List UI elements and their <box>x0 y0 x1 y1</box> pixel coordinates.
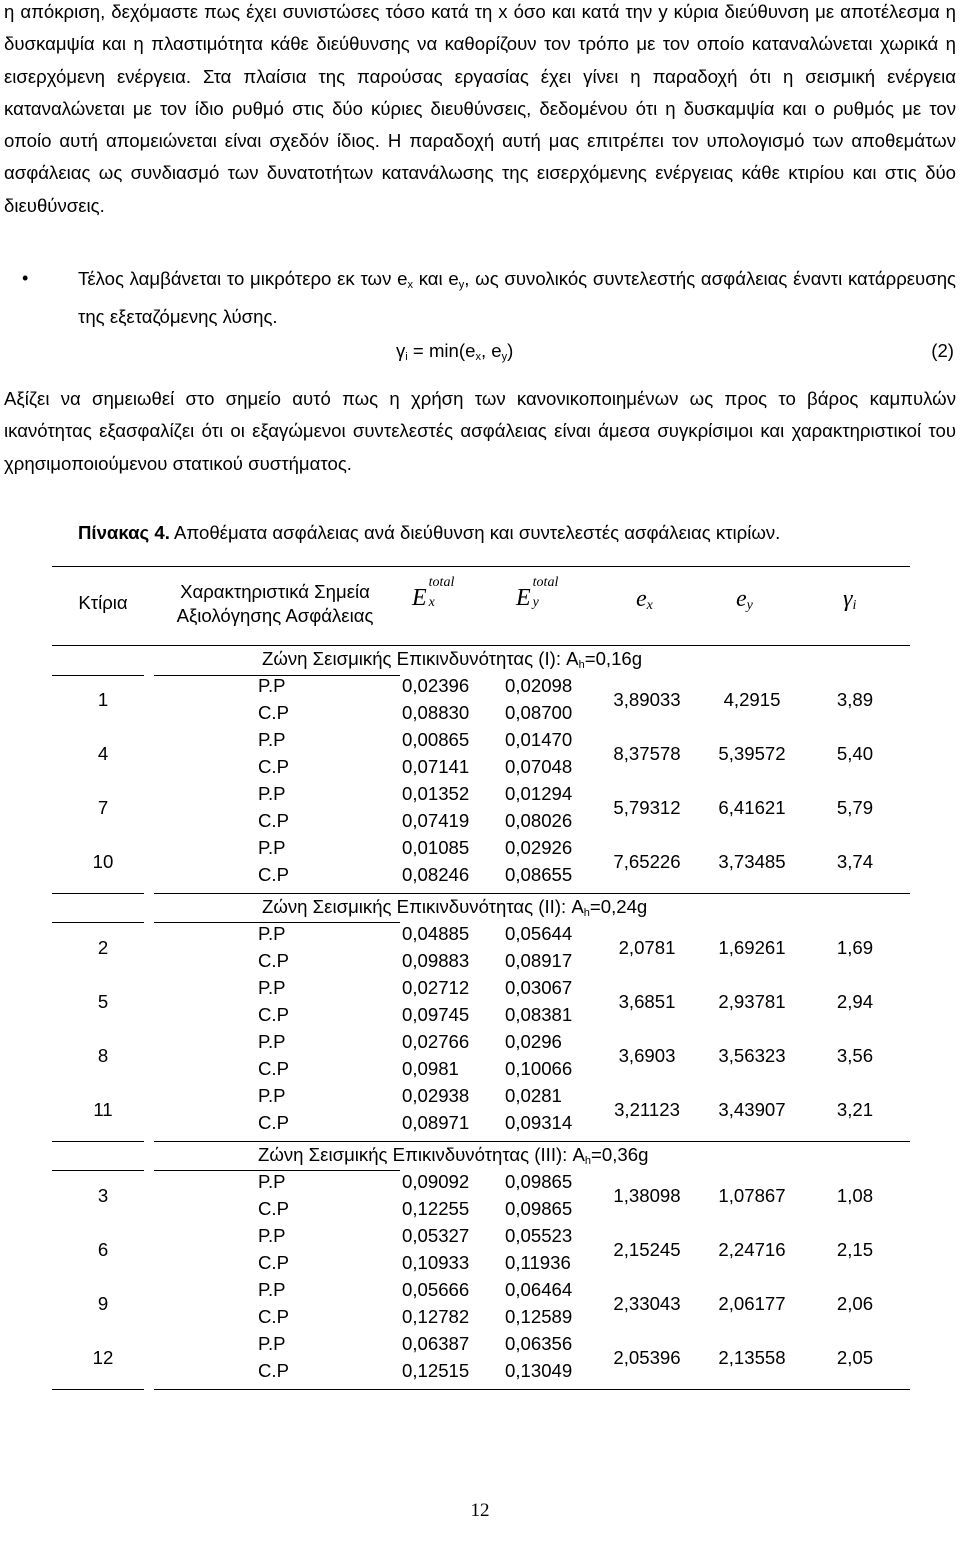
ey-total-cp: 0,08917 <box>505 950 573 971</box>
table-rule <box>154 893 910 894</box>
header-ey <box>736 586 776 614</box>
ex-value: 3,6851 <box>618 991 676 1012</box>
bullet-text <box>78 263 956 334</box>
ex-total-pp: 0,02766 <box>402 1031 470 1052</box>
building-number: 2 <box>97 937 109 958</box>
ex-value: 3,21123 <box>614 1099 680 1120</box>
table-rule <box>52 1389 144 1390</box>
ex-value: 7,65226 <box>613 851 681 872</box>
building-number: 11 <box>93 1099 113 1120</box>
bullet-marker: • <box>22 268 29 288</box>
ey-total-pp: 0,02098 <box>505 675 573 696</box>
header-ey-total <box>516 575 586 612</box>
table-rule <box>154 1141 910 1142</box>
ey-total-pp: 0,0281 <box>505 1085 562 1106</box>
gamma-value: 1,69 <box>836 937 874 958</box>
header-ex-sub: x <box>646 598 653 613</box>
equation-close: ) <box>507 340 514 361</box>
header-evaluation-points-line2: Αξιολόγησης Ασφάλειας <box>176 605 374 626</box>
ex-value: 3,6903 <box>618 1045 676 1066</box>
header-ey-symbol: e <box>736 586 747 612</box>
point-label-cp: C.P <box>258 1360 289 1381</box>
ex-total-cp: 0,12515 <box>402 1360 470 1381</box>
point-label-cp: C.P <box>258 1112 289 1133</box>
zone-title-text: Ζώνη Σεισμικής Επικινδυνότητας (ΙΙ): A <box>262 896 584 917</box>
point-label-cp: C.P <box>258 810 289 831</box>
bullet-text-mid: και e <box>412 268 459 289</box>
ey-total-pp: 0,05523 <box>505 1225 573 1246</box>
table-top-rule <box>52 566 910 567</box>
ex-total-pp: 0,02712 <box>402 977 470 998</box>
point-label-cp: C.P <box>258 1058 289 1079</box>
ey-value: 1,69261 <box>718 937 786 958</box>
zone-title-sub: h <box>578 659 585 671</box>
table-rule <box>154 1170 400 1171</box>
point-label-pp: P.P <box>258 837 286 858</box>
equation-number: (2) <box>931 340 954 361</box>
ex-total-pp: 0,00865 <box>402 729 470 750</box>
ex-value: 2,15245 <box>613 1239 681 1260</box>
body-paragraph-1: η απόκριση, δεχόμαστε πως έχει συνιστώσες τόσο κατά τη x όσο και κατά την y κύρια διεύθυνση με αποτέλεσμα η δυσκαμψία και η πλαστιμότητα κάθε διεύθυνσης να καθορίζουν τον τρόπο με τον οποίο καταναλώνεται χωρικά η εισερχόμενη ενέργεια. Στα πλαίσια της παρούσας εργασίας έχει γίνει η παραδοχή ότι η σεισμική ενέργεια καταναλώνεται με τον ίδιο ρυθμό στις δύο κύριες διευθύνσεις, δεδομένου ότι η δυσκαμψία και ο ρυθμός με τον οποίο αυτή απομειώνεται είναι σχεδόν ίδιος. Η παραδοχή αυτή μας επιτρέπει τον υπολογισμό των αποθεμάτων ασφάλειας ως συνδιασμό των δυνατοτήτων κατανάλωσης της εισερχόμενης ενέργειας κάθε κτιρίου και στις δύο διευθύνσεις. <box>4 1 956 216</box>
zone-title-text: Ζώνη Σεισμικής Επικινδυνότητας (Ι): A <box>262 648 579 669</box>
page-number: 12 <box>470 1500 490 1521</box>
equation-min: = min(e <box>407 340 476 361</box>
building-number: 7 <box>97 797 109 818</box>
table-header-rule <box>52 645 910 646</box>
ex-total-cp: 0,07141 <box>402 756 470 777</box>
ey-total-pp: 0,0296 <box>505 1031 562 1052</box>
header-buildings: Κτίρια <box>78 592 128 613</box>
ex-value: 2,05396 <box>613 1347 681 1368</box>
ey-value: 5,39572 <box>718 743 786 764</box>
ex-value: 8,37578 <box>613 743 681 764</box>
bullet-text-after: , ως συνολικός συντελεστής ασφάλειας έναντι κατάρρευσης της εξεταζόμενης λύσης. <box>78 268 957 328</box>
gamma-value: 3,21 <box>836 1099 874 1120</box>
building-number: 3 <box>97 1185 109 1206</box>
gamma-value: 2,94 <box>836 991 874 1012</box>
point-label-pp: P.P <box>258 675 286 696</box>
zone-title-sub: h <box>584 1155 592 1167</box>
gamma-value: 5,79 <box>836 797 874 818</box>
header-evaluation-points-line1: Χαρακτηριστικά Σημεία <box>180 581 370 602</box>
gamma-value: 2,06 <box>836 1293 874 1314</box>
ey-total-cp: 0,07048 <box>505 756 573 777</box>
gamma-value: 2,05 <box>836 1347 874 1368</box>
ey-total-pp: 0,01470 <box>505 729 573 750</box>
point-label-pp: P.P <box>258 1085 286 1106</box>
header-ey-total-sup: total <box>532 575 559 590</box>
ey-total-cp: 0,08655 <box>505 864 573 885</box>
ex-total-pp: 0,09092 <box>402 1171 470 1192</box>
header-ey-total-symbol: E <box>516 585 531 611</box>
ex-total-cp: 0,07419 <box>402 810 470 831</box>
point-label-cp: C.P <box>258 1004 289 1025</box>
point-label-pp: P.P <box>258 1031 286 1052</box>
point-label-cp: C.P <box>258 1198 289 1219</box>
bullet-sub-x: x <box>407 279 413 291</box>
building-number: 5 <box>97 991 109 1012</box>
header-ex-symbol: e <box>636 586 647 612</box>
ex-total-cp: 0,08246 <box>402 864 470 885</box>
ex-total-cp: 0,10933 <box>402 1252 470 1273</box>
header-ex <box>636 586 676 614</box>
point-label-cp: C.P <box>258 1252 289 1273</box>
ex-total-cp: 0,09745 <box>402 1004 470 1025</box>
ey-value: 1,07867 <box>718 1185 786 1206</box>
ex-total-pp: 0,05666 <box>402 1279 470 1300</box>
zone-title-text: Ζώνη Σεισμικής Επικινδυνότητας (ΙΙΙ): A <box>258 1144 585 1165</box>
table-rule <box>52 1170 144 1171</box>
header-ex-total-sub: x <box>428 595 435 610</box>
ey-value: 2,24716 <box>718 1239 786 1260</box>
equation-sub-y: y <box>501 351 508 363</box>
ex-total-cp: 0,08830 <box>402 702 470 723</box>
table-caption-text: Αποθέματα ασφάλειας ανά διεύθυνση και συντελεστές ασφάλειας κτιρίων. <box>169 522 781 543</box>
ey-value: 2,06177 <box>718 1293 786 1314</box>
gamma-value: 2,15 <box>836 1239 874 1260</box>
ex-total-pp: 0,02396 <box>402 675 470 696</box>
header-gamma-symbol: γ <box>843 586 853 612</box>
zone-title-end: =0,24g <box>589 896 648 917</box>
ex-total-cp: 0,12255 <box>402 1198 470 1219</box>
ey-total-pp: 0,03067 <box>505 977 573 998</box>
building-number: 10 <box>92 851 114 872</box>
header-ey-total-sub: y <box>532 595 539 610</box>
gamma-value: 3,56 <box>836 1045 874 1066</box>
building-number: 12 <box>92 1347 114 1368</box>
point-label-cp: C.P <box>258 950 289 971</box>
ex-total-cp: 0,0981 <box>402 1058 459 1079</box>
building-number: 1 <box>97 689 109 710</box>
ex-value: 5,79312 <box>613 797 681 818</box>
equation-formula <box>396 340 513 363</box>
point-label-cp: C.P <box>258 864 289 885</box>
ex-total-cp: 0,09883 <box>402 950 470 971</box>
ey-total-cp: 0,08381 <box>505 1004 573 1025</box>
point-label-pp: P.P <box>258 729 286 750</box>
point-label-pp: P.P <box>258 1279 286 1300</box>
equation-2 <box>0 340 960 372</box>
ey-total-cp: 0,09314 <box>505 1112 573 1133</box>
point-label-cp: C.P <box>258 1306 289 1327</box>
ey-total-pp: 0,01294 <box>505 783 573 804</box>
ey-value: 3,56323 <box>718 1045 786 1066</box>
ey-total-cp: 0,09865 <box>505 1198 573 1219</box>
header-gamma-sub: i <box>852 598 857 613</box>
bullet-sub-y: y <box>458 279 465 291</box>
ey-value: 2,13558 <box>718 1347 786 1368</box>
point-label-pp: P.P <box>258 1171 286 1192</box>
header-ex-total <box>412 575 482 612</box>
ex-total-pp: 0,05327 <box>402 1225 470 1246</box>
table-rule <box>154 922 400 923</box>
table-rule <box>154 1389 910 1390</box>
building-number: 6 <box>97 1239 109 1260</box>
ex-total-pp: 0,06387 <box>402 1333 470 1354</box>
table-rule <box>52 893 144 894</box>
gamma-value: 3,74 <box>836 851 874 872</box>
zone-title <box>262 648 642 671</box>
table-rule <box>154 675 400 676</box>
gamma-value: 5,40 <box>836 743 874 764</box>
bullet-text-before: Τέλος λαμβάνεται το μικρότερο εκ των e <box>78 268 408 289</box>
point-label-pp: P.P <box>258 923 286 944</box>
ey-total-cp: 0,10066 <box>505 1058 573 1079</box>
ex-total-pp: 0,01352 <box>402 783 470 804</box>
ey-total-cp: 0,13049 <box>505 1360 573 1381</box>
zone-title-end: =0,36g <box>591 1144 649 1165</box>
building-number: 4 <box>97 743 109 764</box>
point-label-pp: P.P <box>258 977 286 998</box>
point-label-cp: C.P <box>258 702 289 723</box>
header-ex-total-sup: total <box>428 575 455 590</box>
gamma-value: 3,89 <box>836 689 874 710</box>
ex-value: 3,89033 <box>613 689 681 710</box>
equation-sub-x: x <box>475 351 481 363</box>
header-ex-total-symbol: E <box>412 585 427 611</box>
ey-total-cp: 0,11936 <box>505 1252 571 1273</box>
header-gamma <box>843 586 883 614</box>
table-rule <box>52 1141 144 1142</box>
building-number: 8 <box>97 1045 109 1066</box>
ex-total-cp: 0,12782 <box>402 1306 470 1327</box>
ey-total-cp: 0,08026 <box>505 810 573 831</box>
point-label-pp: P.P <box>258 1225 286 1246</box>
table-rule <box>52 675 144 676</box>
ex-value: 2,0781 <box>618 937 676 958</box>
point-label-pp: P.P <box>258 1333 286 1354</box>
equation-comma: , e <box>480 340 502 361</box>
ex-total-pp: 0,01085 <box>402 837 470 858</box>
ex-value: 2,33043 <box>613 1293 681 1314</box>
header-ey-sub: y <box>746 598 753 613</box>
ey-value: 3,73485 <box>718 851 786 872</box>
gamma-value: 1,08 <box>836 1185 874 1206</box>
table-rule <box>52 922 144 923</box>
ey-total-pp: 0,09865 <box>505 1171 573 1192</box>
zone-title-sub: h <box>583 907 590 919</box>
table-caption <box>78 522 780 544</box>
zone-title-end: =0,16g <box>584 648 643 669</box>
zone-title <box>258 1144 648 1167</box>
ey-value: 4,2915 <box>723 689 781 710</box>
ey-total-cp: 0,12589 <box>505 1306 573 1327</box>
body-paragraph-2: Αξίζει να σημειωθεί στο σημείο αυτό πως η χρήση των κανονικοποιημένων ως προς το βάρος καμπυλών ικανότητας εξασφαλίζει ότι οι εξαγώμενοι συντελεστές ασφάλειας είναι άμεσα συγκρίσιμοι και χαρακτηριστικοί του χρησιμοποιούμενου στατικού συστήματος. <box>4 388 956 474</box>
ey-value: 2,93781 <box>718 991 786 1012</box>
ex-total-cp: 0,08971 <box>402 1112 470 1133</box>
ey-total-pp: 0,06464 <box>505 1279 573 1300</box>
ex-total-pp: 0,04885 <box>402 923 470 944</box>
ex-value: 1,38098 <box>613 1185 681 1206</box>
building-number: 9 <box>97 1293 109 1314</box>
equation-lhs: γ <box>396 340 406 361</box>
ey-total-cp: 0,08700 <box>505 702 573 723</box>
ey-value: 3,43907 <box>718 1099 786 1120</box>
point-label-pp: P.P <box>258 783 286 804</box>
equation-lhs-sub: i <box>405 351 408 363</box>
ey-total-pp: 0,06356 <box>505 1333 573 1354</box>
ey-value: 6,41621 <box>718 797 786 818</box>
table-caption-label: Πίνακας 4. <box>78 522 170 543</box>
ex-total-pp: 0,02938 <box>402 1085 470 1106</box>
header-evaluation-points <box>150 580 400 628</box>
ey-total-pp: 0,02926 <box>505 837 573 858</box>
point-label-cp: C.P <box>258 756 289 777</box>
zone-title <box>262 896 647 919</box>
ey-total-pp: 0,05644 <box>505 923 573 944</box>
